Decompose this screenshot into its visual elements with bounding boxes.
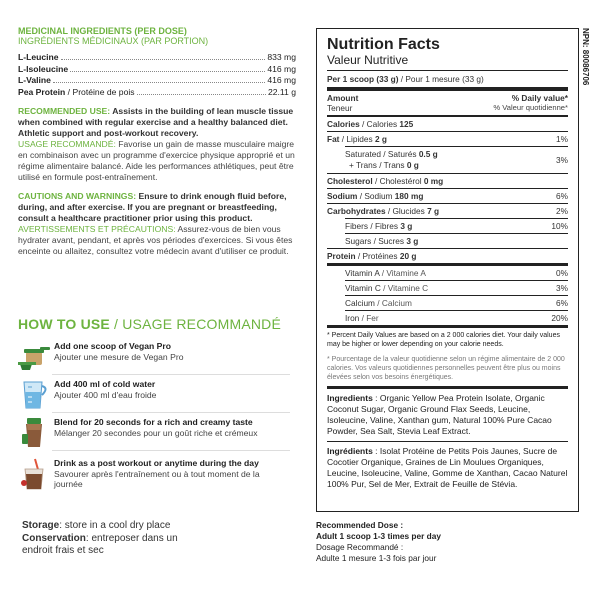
nutrient-dv: 6% xyxy=(556,191,568,201)
dose-text-fr: Adulte 1 mesure 1-3 fois par jour xyxy=(316,553,437,563)
nutrient-name-fr: / Lipides xyxy=(339,134,373,144)
nutrient-name-fr: / Calcium xyxy=(374,298,412,308)
nutrient-row xyxy=(345,280,568,295)
serving-size-en: Per 1 scoop (33 g) xyxy=(327,74,399,84)
nutrient-amount: 7 g xyxy=(427,206,440,216)
nutrient-name: Vitamin C xyxy=(345,283,381,293)
recommended-use xyxy=(18,106,296,139)
how-to-use-title-en: HOW TO USE xyxy=(18,316,110,332)
nutrient-name-fr: / Saturés xyxy=(380,149,417,159)
nutrient-amount: 20 g xyxy=(399,251,417,261)
nutrient-row xyxy=(327,173,568,188)
divider xyxy=(52,412,290,413)
ingredients-fr xyxy=(327,441,568,490)
dv-footnote-fr: * Pourcentage de la valeur quotidienne selon un régime alimentaire de 2 000 calories. Vos valeurs quotidiennes personnelles peuvent être plus ou moins élevées selon vos besoins énergétiques. xyxy=(327,356,565,381)
step-text-fr: Savourer après l'entraînement ou à tout moment de la journée xyxy=(54,468,260,489)
medicinal-value: 22.11 g xyxy=(267,86,296,97)
amount-label-fr: Teneur xyxy=(327,103,353,113)
medicinal-row xyxy=(18,75,296,87)
nutrient-name-fr: / Fibres xyxy=(368,221,399,231)
step-text: Add 400 ml of cold water xyxy=(54,379,156,389)
cautions-fr xyxy=(18,224,296,257)
medicinal-row xyxy=(18,64,296,76)
drink-glass-icon xyxy=(18,457,52,491)
step-item xyxy=(18,340,290,374)
nutrient-amount: 3 g xyxy=(400,221,413,231)
nutrient-name: Fat xyxy=(327,134,340,144)
medicinal-name: Pea Protein xyxy=(18,86,66,97)
step-text: Add one scoop of Vegan Pro xyxy=(54,341,171,351)
step-item xyxy=(18,457,290,491)
nutrient-dv: 10% xyxy=(551,221,568,231)
dose-label-fr: Dosage Recommandé : xyxy=(316,542,404,552)
step-item xyxy=(18,378,290,412)
nutrient-name: Cholesterol xyxy=(327,176,373,186)
amount-label: Amount xyxy=(327,93,359,103)
medicinal-value: 416 mg xyxy=(267,63,296,74)
nutrient-name-fr: / Vitamine A xyxy=(379,268,426,278)
left-column xyxy=(18,26,296,257)
step-text-fr: Ajouter une mesure de Vegan Pro xyxy=(54,351,184,362)
nutrient-amount: 0 g xyxy=(406,160,419,170)
nutrient-name-fr: / Calories xyxy=(359,119,398,129)
ingredients xyxy=(327,386,568,437)
step-text-fr: Ajouter 400 ml d'eau froide xyxy=(54,389,157,400)
nutrient-name: Fibers xyxy=(345,221,369,231)
medicinal-value: 833 mg xyxy=(267,52,296,62)
nutrition-facts-panel xyxy=(316,28,579,512)
nutrient-dv: 6% xyxy=(556,298,568,308)
step-item xyxy=(18,416,290,450)
nutrient-row xyxy=(345,146,568,173)
recommended-use-fr xyxy=(18,139,296,183)
nutrient-row xyxy=(327,263,568,280)
recommended-use-text: Assists in the building of lean muscle tissue when combined with regular exercise and a healthy balanced diet. Athletic support and post-workout recovery. xyxy=(18,106,294,138)
dv-label: % Daily value* xyxy=(511,93,568,103)
nutrient-name: Iron xyxy=(345,313,360,323)
medicinal-name: L-Valine xyxy=(18,75,51,85)
nutrient-amount: 2 g xyxy=(374,134,387,144)
nutrient-row xyxy=(327,188,568,203)
nutrient-dv: 20% xyxy=(551,313,568,323)
cautions-label-fr: AVERTISSEMENTS ET PRÉCAUTIONS: xyxy=(18,224,176,234)
divider xyxy=(52,374,290,375)
nutrient-row xyxy=(345,295,568,310)
nutrition-header xyxy=(327,91,568,115)
nutrient-row xyxy=(327,248,568,263)
nutrient-dv: 3% xyxy=(556,283,568,293)
nutrient-dv: 0% xyxy=(556,268,568,278)
shaker-icon xyxy=(18,416,52,450)
medicinal-name: L-Isoleucine xyxy=(18,63,69,74)
serving-size-fr: / Pour 1 mesure (33 g) xyxy=(398,74,484,84)
medicinal-name-fr: / Protéine de pois xyxy=(65,86,135,97)
nutrient-amount: 3 g xyxy=(406,236,419,246)
recommended-use-label-fr: USAGE RECOMMANDÉ: xyxy=(18,139,116,149)
nutrient-row xyxy=(345,233,568,248)
cautions-text-fr: Assurez-vous de bien vous hydrater avant, pendant, et après vos périodes d'exercices. Si vous êtes enceinte ou allaitez, consultez votre médecin avant d'utiliser ce produit. xyxy=(18,224,293,256)
step-text: Drink as a post workout or anytime during the day xyxy=(54,458,259,468)
nutrient-name: Calories xyxy=(327,119,360,129)
recommended-dose xyxy=(316,520,441,564)
dose-text: Adult 1 scoop 1-3 times per day xyxy=(316,531,441,541)
nutrition-title-fr: Valeur Nutritive xyxy=(327,53,409,67)
ingredients-label-fr: Ingrédients xyxy=(327,446,373,456)
nutrient-row xyxy=(327,115,568,131)
nutrient-dv: 3% xyxy=(556,154,568,165)
nutrient-name-fr: / Sucres xyxy=(371,236,405,246)
nutrient-name: Calcium xyxy=(345,298,375,308)
dose-label: Recommended Dose : xyxy=(316,520,404,530)
nutrient-name: Vitamin A xyxy=(345,268,380,278)
nutrient-name: + Trans xyxy=(349,160,377,170)
nutrient-name-fr: / Cholestérol xyxy=(372,176,422,186)
medicinal-row xyxy=(18,52,296,64)
nutrient-row xyxy=(345,310,568,325)
step-text: Blend for 20 seconds for a rich and creamy taste xyxy=(54,417,253,427)
nutrient-dv: 2% xyxy=(556,206,568,216)
how-to-use-title-fr: / USAGE RECOMMANDÉ xyxy=(109,316,282,332)
nutrient-row xyxy=(345,218,568,233)
ingredients-text: : Organic Yellow Pea Protein Isolate, Organic Coconut Sugar, Organic Ground Flax Seeds, Leucine, Isoleucine, Valine, Xanthan gum, Natural 100% Pure Cacao Powder, Sea Salt, Stevia Leaf Extract. xyxy=(327,393,552,436)
medicinal-heading: MEDICINAL INGREDIENTS (PER DOSE) xyxy=(18,26,187,36)
measuring-cup-icon xyxy=(18,378,52,412)
nutrient-name-fr: / Glucides xyxy=(385,206,425,216)
nutrient-row xyxy=(327,131,568,146)
storage-label: Storage xyxy=(22,520,60,531)
medicinal-row xyxy=(18,87,296,99)
cautions-text: Ensure to drink enough fluid before, during, and after exercise. If you are pregnant or breastfeeding, consult a healthcare practitioner prior using this product. xyxy=(18,191,287,223)
storage-text: : store in a cool dry place xyxy=(59,520,171,531)
medicinal-heading-fr: INGRÉDIENTS MÉDICINAUX (PAR PORTION) xyxy=(18,36,209,46)
scoop-icon xyxy=(18,340,52,374)
npn-code xyxy=(578,28,592,138)
nutrient-name-fr: / Vitamine C xyxy=(380,283,429,293)
how-to-use-title xyxy=(18,316,281,332)
cautions-label: CAUTIONS AND WARNINGS: xyxy=(18,191,137,201)
nutrient-name-fr: / Sodium xyxy=(357,191,393,201)
nutrient-name-fr: / Protéines xyxy=(355,251,398,261)
nutrient-row xyxy=(327,203,568,218)
medicinal-name: L-Leucine xyxy=(18,52,59,62)
nutrition-title: Nutrition Facts xyxy=(327,36,440,53)
nutrient-name: Saturated xyxy=(345,149,381,159)
dv-label-fr: % Valeur quotidienne* xyxy=(493,103,568,112)
nutrient-name-fr: / Fer xyxy=(359,313,379,323)
recommended-use-text-fr: Favorise un gain de masse musculaire maigre en combinaison avec un programme d'exercice physique approprié et un régime alimentaire balancé. Aide les performances athlétiques, peut être utilisé en formule post-entraînement. xyxy=(18,139,295,182)
cautions xyxy=(18,191,296,224)
nutrient-name-fr: / Trans xyxy=(376,160,405,170)
nutrient-amount: 125 xyxy=(399,119,414,129)
divider xyxy=(52,450,290,451)
medicinal-value: 416 mg xyxy=(267,75,296,85)
medicinal-list xyxy=(18,52,296,98)
npn-text: NPN: 80086706 xyxy=(581,28,590,86)
storage-text-fr: : entreposer dans un endroit frais et sec xyxy=(22,532,178,556)
nutrient-name: Sugars xyxy=(345,236,372,246)
nutrient-amount: 180 mg xyxy=(394,191,424,201)
ingredients-label: Ingredients xyxy=(327,393,373,403)
nutrient-name: Protein xyxy=(327,251,356,261)
storage-info xyxy=(22,520,192,558)
nutrient-amount: 0.5 g xyxy=(418,149,438,159)
storage-label-fr: Conservation xyxy=(22,532,86,544)
step-text-fr: Mélanger 20 secondes pour un goût riche et crémeux xyxy=(54,427,258,438)
nutrient-amount: 0 mg xyxy=(423,176,444,186)
ingredients-text-fr: : Isolat Protéine de Petits Pois Jaunes, Sucre de Cocotier Organique, Graines de Lin Moulues Organiques, Leucine, Isoleucine, Valine, Gomme de Xanthan, Cacao Naturel 100% Pur, Sel de Mer, Extrait de Feuille de Stévia. xyxy=(327,446,568,489)
nutrient-name: Sodium xyxy=(327,191,358,201)
nutrient-dv: 1% xyxy=(556,134,568,144)
serving-size xyxy=(327,70,568,85)
dv-footnote: * Percent Daily Values are based on a 2 000 calories diet. Your daily values may be higher or lower depending on your calorie needs. xyxy=(327,325,568,349)
nutrient-name: Carbohydrates xyxy=(327,206,386,216)
recommended-use-label: RECOMMENDED USE: xyxy=(18,106,111,116)
